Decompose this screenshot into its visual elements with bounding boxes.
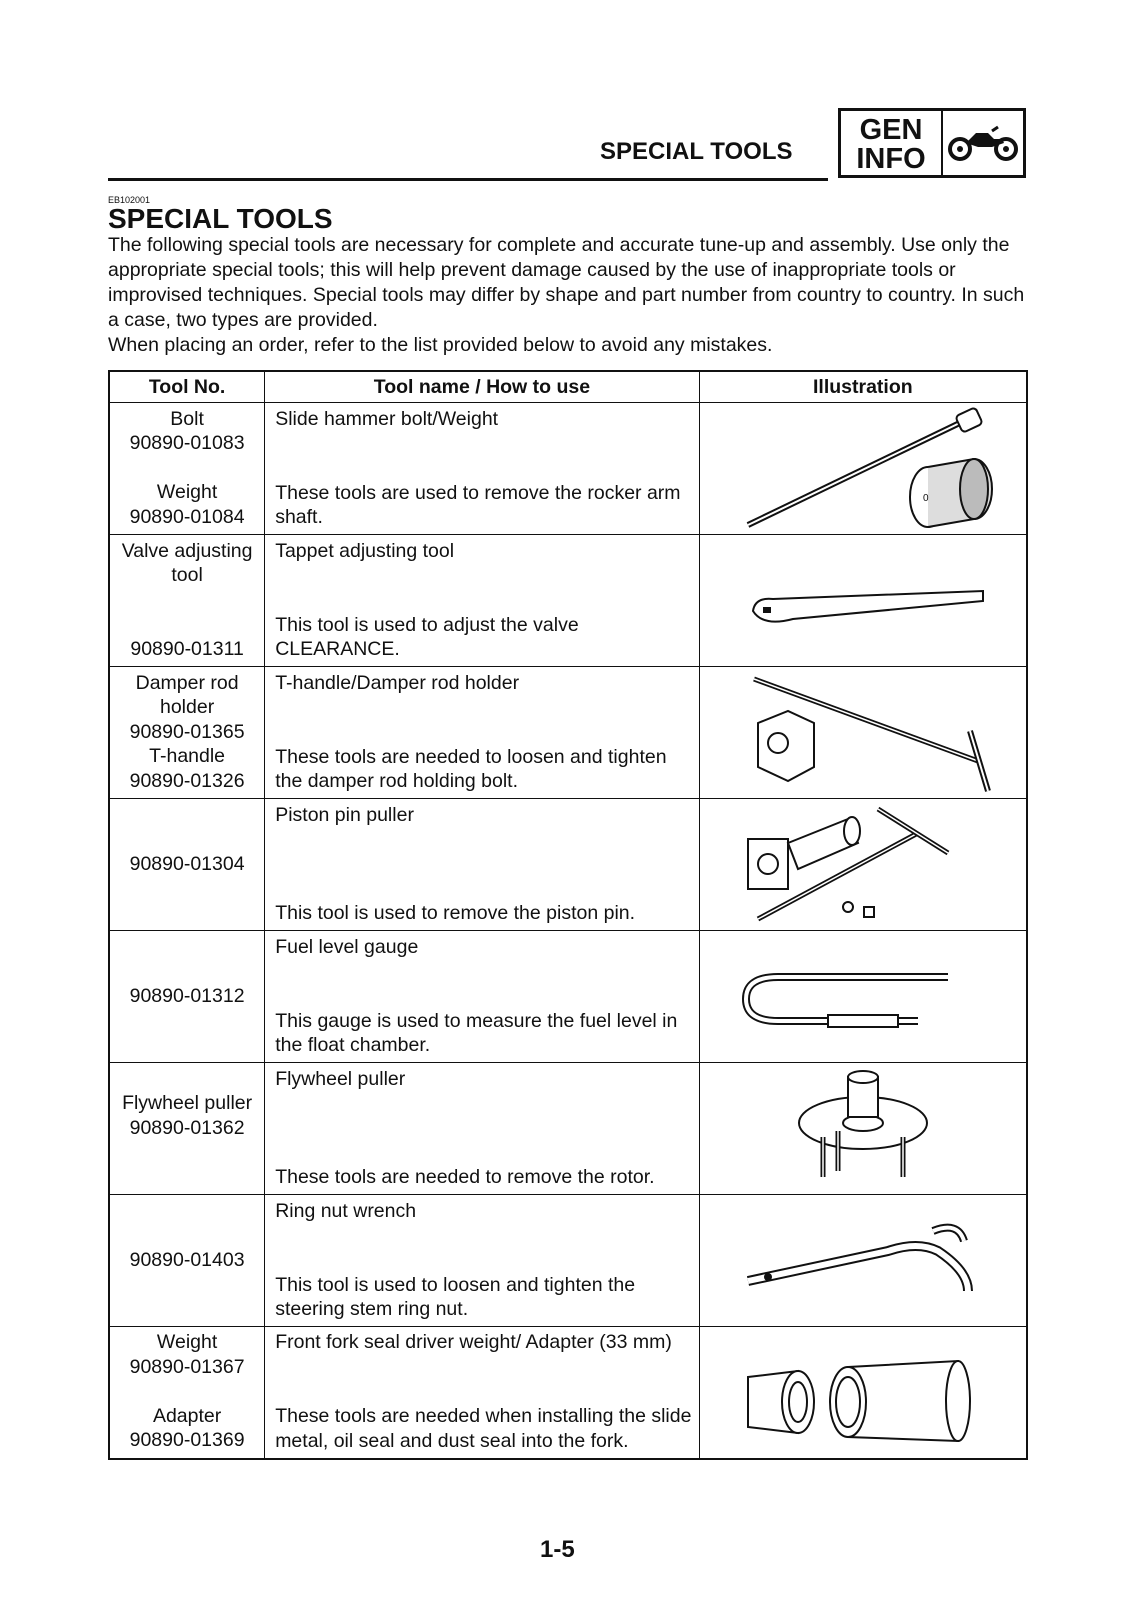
- tool-no-line: Valve adjusting: [121, 539, 253, 562]
- table-row: [109, 403, 1027, 535]
- header-title: SPECIAL TOOLS: [600, 138, 793, 165]
- tool-no-line: [110, 588, 264, 613]
- tool-no-line: 90890-01083: [129, 432, 245, 454]
- tool-name: Tappet adjusting tool: [275, 539, 455, 562]
- tool-no-cell: [109, 1063, 265, 1195]
- flywheel-puller-icon: [700, 1064, 1026, 1194]
- tool-no-line: [110, 456, 264, 481]
- section-title: SPECIAL TOOLS: [108, 203, 333, 234]
- tool-no-line: Damper rod: [135, 671, 239, 694]
- tool-name: Piston pin puller: [275, 803, 414, 826]
- tool-no-line: [110, 1033, 264, 1058]
- tool-no-line: Flywheel puller: [122, 1092, 253, 1114]
- intro-paragraph-2: When placing an order, refer to the list provided below to avoid any mistakes.: [108, 334, 773, 356]
- tool-no-line: [110, 901, 264, 926]
- col-header-tool-name: Tool name / How to use: [265, 371, 699, 403]
- table-row: [109, 1195, 1027, 1327]
- tool-usage: These tools are used to remove the rocker arm shaft.: [275, 481, 681, 528]
- tool-no-cell: [109, 931, 265, 1063]
- tool-no-line: [110, 959, 264, 984]
- col-header-illustration: Illustration: [699, 371, 1027, 403]
- tool-no-cell: [109, 1195, 265, 1327]
- tappet-tool-icon: [700, 536, 1026, 666]
- tool-name: Flywheel puller: [275, 1067, 406, 1090]
- tool-no-line: 90890-01304: [129, 852, 245, 875]
- illustration-cell: [699, 1195, 1027, 1327]
- tool-no-line: [110, 803, 264, 828]
- table-row: [109, 799, 1027, 931]
- tool-no-cell: [109, 535, 265, 667]
- tool-no-line: tool: [171, 564, 203, 586]
- tool-no-line: [110, 1165, 264, 1190]
- tool-usage: This tool is used to remove the piston pin.: [275, 902, 636, 924]
- tool-name-cell: [265, 1327, 699, 1459]
- illustration-cell: [699, 535, 1027, 667]
- tool-usage: This gauge is used to measure the fuel level in the float chamber.: [275, 1009, 678, 1056]
- tool-no-line: 90890-01362: [129, 1116, 245, 1139]
- intro-paragraph: The following special tools are necessary for complete and accurate tune-up and assembly. Use only the appropriate special tools; this will help prevent damage caused by the use of inappropriate tools or improvised techniques. Special tools may differ by shape and part number from country to country. In such a case, two types are provided.: [108, 234, 1025, 331]
- tool-name: Fuel level gauge: [275, 935, 419, 958]
- tool-no-line: [110, 1379, 264, 1404]
- tool-no-cell: [109, 799, 265, 931]
- tool-no-line: [110, 612, 264, 637]
- tool-name-cell: [265, 403, 699, 535]
- illustration-cell: [699, 799, 1027, 931]
- tool-no-line: Weight: [156, 1331, 218, 1354]
- tool-no-line: 90890-01084: [129, 505, 245, 528]
- tool-name-cell: [265, 1195, 699, 1327]
- illustration-cell: [699, 1327, 1027, 1459]
- illustration-cell: [699, 1063, 1027, 1195]
- piston-pin-puller-icon: [700, 800, 1026, 930]
- col-header-tool-no: Tool No.: [109, 371, 265, 403]
- tool-no-line: [110, 1272, 264, 1297]
- tool-no-line: [110, 935, 264, 960]
- tool-no-cell: [109, 403, 265, 535]
- tool-no-line: [110, 876, 264, 901]
- badge-line1: GEN: [859, 114, 923, 146]
- tool-name: Ring nut wrench: [275, 1199, 417, 1222]
- tool-no-line: 90890-01367: [129, 1355, 245, 1378]
- tool-no-line: 90890-01365: [129, 720, 245, 743]
- tool-no-line: 90890-01326: [129, 769, 245, 792]
- tool-usage: These tools are needed to remove the rotor.: [275, 1166, 655, 1188]
- tool-name-cell: [265, 667, 699, 799]
- table-row: [109, 1063, 1027, 1195]
- special-tools-table: [108, 370, 1028, 1460]
- tool-name-cell: [265, 535, 699, 667]
- svg-text:0: 0: [922, 492, 929, 504]
- illustration-cell: [699, 931, 1027, 1063]
- ring-nut-wrench-icon: [700, 1196, 1026, 1326]
- fork-seal-driver-icon: [700, 1327, 1026, 1457]
- tool-usage: This tool is used to adjust the valve CLEARANCE.: [275, 613, 579, 660]
- tool-no-line: [110, 1008, 264, 1033]
- tool-name-cell: [265, 1063, 699, 1195]
- table-row: [109, 535, 1027, 667]
- table-row: [109, 1327, 1027, 1459]
- fuel-gauge-icon: [700, 932, 1026, 1062]
- tool-name: Front fork seal driver weight/ Adapter (33 mm): [275, 1331, 672, 1354]
- header-rule: [108, 178, 828, 181]
- intro-text: [108, 233, 1028, 358]
- tool-no-cell: [109, 667, 265, 799]
- tool-name-cell: [265, 799, 699, 931]
- tool-usage: This tool is used to loosen and tighten the steering stem ring nut.: [275, 1273, 636, 1320]
- tool-usage: These tools are needed to loosen and tighten the damper rod holding bolt.: [275, 745, 667, 792]
- tool-no-line: [110, 1067, 264, 1092]
- page-number: 1-5: [540, 1536, 575, 1563]
- tool-name-cell: [265, 931, 699, 1063]
- tool-no-line: T-handle: [149, 745, 226, 767]
- tool-no-line: [110, 827, 264, 852]
- tool-no-line: Bolt: [170, 407, 204, 430]
- illustration-cell: [699, 667, 1027, 799]
- t-handle-icon: [700, 668, 1026, 798]
- tool-no-line: [110, 1140, 264, 1165]
- tool-usage: These tools are needed when installing the slide metal, oil seal and dust seal into the fork.: [275, 1405, 692, 1452]
- tool-no-line: Adapter: [152, 1404, 222, 1427]
- slide-hammer-icon: [700, 404, 1026, 534]
- table-row: [109, 667, 1027, 799]
- motorcycle-icon: [943, 111, 1023, 175]
- badge-line2: INFO: [856, 143, 926, 175]
- illustration-cell: [699, 403, 1027, 535]
- table-row: [109, 931, 1027, 1063]
- section-badge: [838, 108, 1026, 178]
- tool-no-line: Weight: [156, 481, 218, 503]
- table-header-row: [109, 371, 1027, 403]
- tool-no-line: 90890-01311: [130, 637, 244, 660]
- tool-name: T-handle/Damper rod holder: [275, 671, 520, 694]
- tool-no-line: [110, 1223, 264, 1248]
- tool-no-line: 90890-01369: [129, 1429, 245, 1452]
- tool-name: Slide hammer bolt/Weight: [275, 407, 499, 430]
- tool-no-cell: [109, 1327, 265, 1459]
- tool-no-line: 90890-01403: [129, 1248, 245, 1271]
- tool-no-line: 90890-01312: [129, 984, 245, 1007]
- tool-no-line: holder: [159, 696, 215, 718]
- badge-text: [841, 111, 943, 175]
- tool-no-line: [110, 1297, 264, 1322]
- section-code: EB102001: [108, 195, 151, 205]
- tool-no-line: [110, 1199, 264, 1224]
